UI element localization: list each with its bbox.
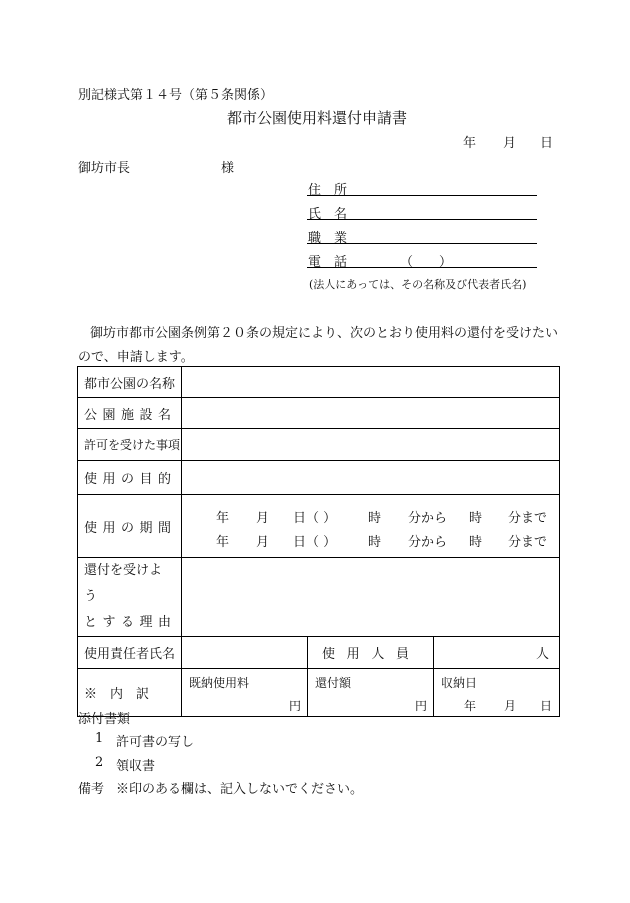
period-to-day: 日 (293, 535, 307, 550)
address-line (307, 195, 537, 196)
period-to-minute-1: 分まで (508, 511, 548, 526)
name-line (307, 219, 537, 220)
row-permitted-item (78, 429, 560, 461)
reason-label-line-1: 還付を受けよう (84, 563, 163, 604)
period-from-year: 年 (216, 511, 230, 526)
receipt-month: 月 (504, 699, 517, 713)
facility-name-label: 公園施設名 (78, 398, 182, 429)
intro-line-2: ので、申請します。 (78, 350, 194, 365)
purpose-label: 使用の目的 (78, 461, 182, 495)
row-period (78, 495, 560, 558)
remarks-text: ※印のある欄は、記入しないでください。 (116, 782, 364, 797)
attendees-label: 使用人員 (308, 637, 434, 669)
date-month-label: 月 (503, 136, 517, 151)
park-name-field[interactable] (182, 367, 560, 398)
period-to-month: 月 (256, 535, 270, 550)
refund-amount-yen: 円 (414, 699, 427, 713)
row-breakdown (78, 669, 560, 717)
row-facility-name (78, 398, 560, 429)
period-from-hour: 時 (368, 511, 382, 526)
period-label: 使用の期間 (78, 495, 182, 558)
page-title: 都市公園使用料還付申請書 (227, 109, 408, 127)
application-table (77, 366, 560, 717)
remarks-label: 備考 (78, 782, 105, 797)
park-name-label: 都市公園の名称 (78, 367, 182, 398)
receipt-date-label: 収納日 (441, 676, 478, 690)
permitted-item-field[interactable] (182, 429, 560, 461)
attachment-2-label: 領収書 (116, 759, 156, 774)
reason-label-line-2: とする理由 (84, 615, 171, 630)
responsible-person-field[interactable] (182, 637, 308, 669)
period-to-hour-1: 時 (469, 511, 483, 526)
row-reason (78, 558, 560, 637)
row-purpose (78, 461, 560, 495)
paid-fee-cell[interactable] (182, 669, 308, 717)
attendees-unit: 人 (536, 647, 550, 662)
permitted-item-label: 許可を受けた事項 (78, 429, 182, 461)
period-from-day: 日 (293, 511, 307, 526)
date-year-label: 年 (463, 136, 477, 151)
phone-parens: （ ） (400, 255, 453, 270)
reason-label (78, 558, 182, 637)
period-to-hour-2: 時 (469, 535, 483, 550)
form-number: 別記様式第１４号（第５条関係） (78, 88, 274, 103)
period-from-month: 月 (256, 511, 270, 526)
period-to-minute-2: 分まで (508, 535, 548, 550)
attachment-2-number: 2 (95, 755, 104, 770)
paid-fee-label: 既納使用料 (189, 676, 250, 690)
phone-label: 電 話 (308, 255, 348, 270)
period-to-dow: （ ） (306, 535, 337, 550)
attachment-1-number: 1 (95, 731, 104, 746)
facility-name-field[interactable] (182, 398, 560, 429)
occupation-line (307, 243, 537, 244)
date-day-label: 日 (540, 136, 554, 151)
period-field[interactable] (182, 495, 560, 558)
intro-line-1: 御坊市都市公園条例第２０条の規定により、次のとおり使用料の還付を受けたい (90, 326, 559, 341)
addressee: 御坊市長 (78, 161, 131, 176)
attachment-1-label: 許可書の写し (116, 735, 195, 750)
row-park-name (78, 367, 560, 398)
period-from-dow: （ ） (306, 511, 337, 526)
phone-line (307, 267, 537, 268)
refund-amount-label: 還付額 (315, 676, 352, 690)
name-label: 氏 名 (308, 207, 348, 222)
period-from-minute: 分から (408, 511, 448, 526)
honorific: 様 (221, 161, 235, 176)
period-to-year: 年 (216, 535, 230, 550)
period-to-hour-start: 時 (368, 535, 382, 550)
refund-amount-cell[interactable] (308, 669, 434, 717)
address-label: 住 所 (308, 183, 348, 198)
attachments-heading: 添付書類 (78, 712, 131, 727)
receipt-year: 年 (464, 699, 477, 713)
row-responsible (78, 637, 560, 669)
paid-fee-yen: 円 (288, 699, 301, 713)
receipt-day: 日 (540, 699, 553, 713)
purpose-field[interactable] (182, 461, 560, 495)
attendees-field[interactable] (434, 637, 560, 669)
reason-field[interactable] (182, 558, 560, 637)
occupation-label: 職 業 (308, 231, 348, 246)
receipt-date-cell[interactable] (434, 669, 560, 717)
responsible-person-label: 使用責任者氏名 (78, 637, 182, 669)
breakdown-label: ※ 内 訳 (78, 669, 182, 717)
period-to-minute-start: 分から (408, 535, 448, 550)
corporate-note: (法人にあっては、その名称及び代表者氏名) (309, 278, 527, 291)
